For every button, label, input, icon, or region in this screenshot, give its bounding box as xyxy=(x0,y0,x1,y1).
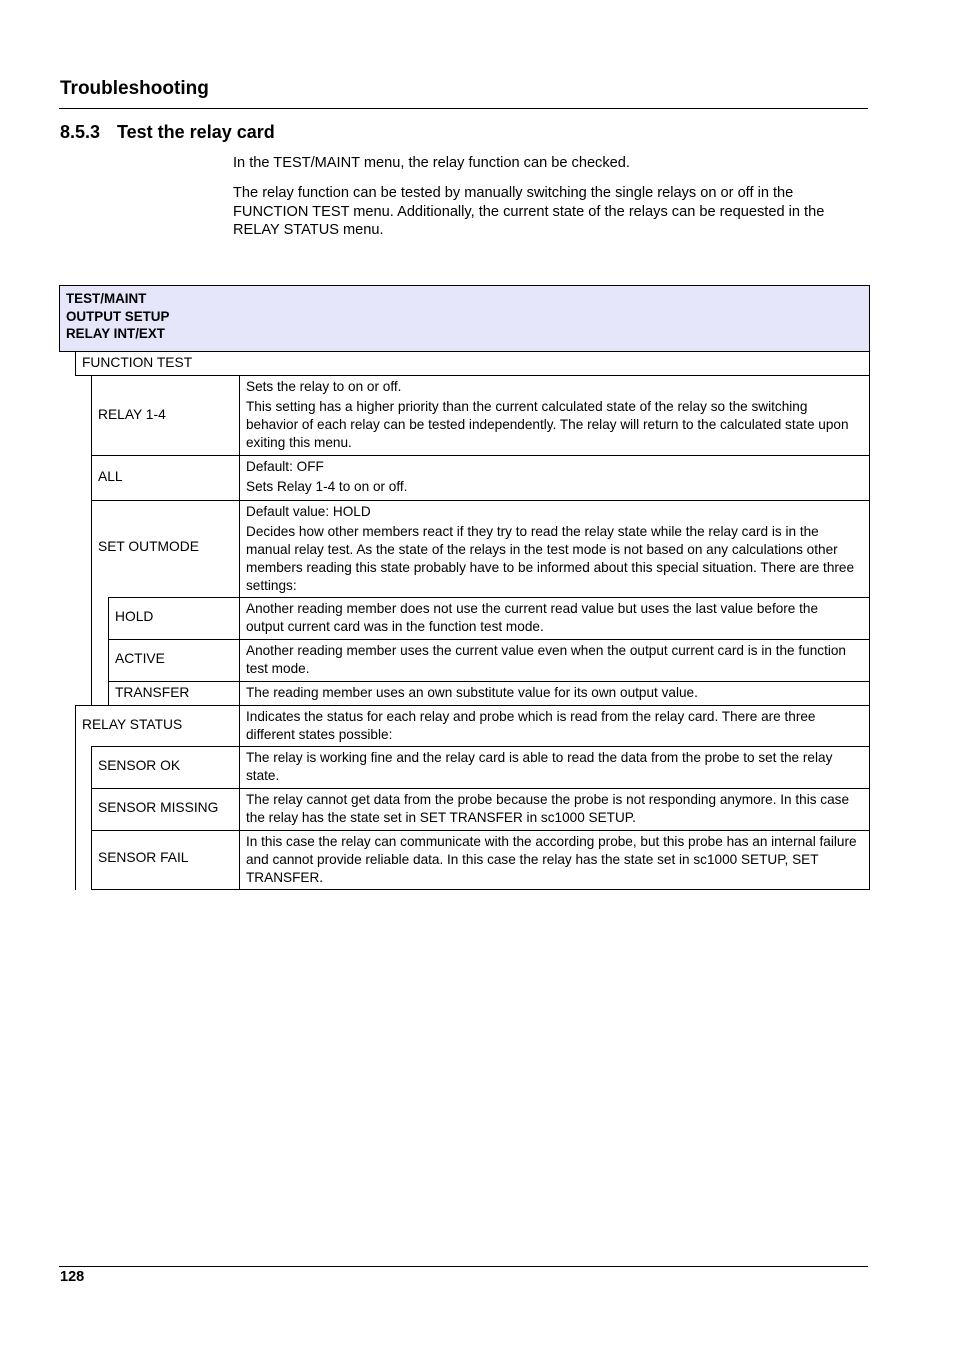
set-outmode-desc-line-1: Default value: HOLD xyxy=(246,504,371,519)
active-label-cell xyxy=(108,639,240,682)
sensor-missing-desc: The relay cannot get data from the probe because the probe is not responding anymore. In this case the relay has the state set in SET TRANSFER in sc1000 SETUP. xyxy=(246,792,850,825)
all-desc-line-2: Sets Relay 1-4 to on or off. xyxy=(246,479,408,494)
menu-path-level-2: OUTPUT SETUP xyxy=(66,308,170,324)
transfer-label-cell xyxy=(108,681,240,706)
set-outmode-desc-cell xyxy=(239,500,870,598)
active-desc: Another reading member uses the current value even when the output current card is in the function test mode. xyxy=(246,643,846,676)
menu-path-header xyxy=(59,285,870,352)
sensor-ok-desc: The relay is working fine and the relay card is able to read the data from the probe to set the relay state. xyxy=(246,750,833,783)
set-outmode-desc xyxy=(246,503,858,595)
hold-label: HOLD xyxy=(115,609,154,624)
all-desc-cell xyxy=(239,455,870,501)
section-number: 8.5.3 xyxy=(60,122,101,142)
sensor-missing-desc-cell xyxy=(239,788,870,831)
set-outmode-desc-line-2: Decides how other members react if they try to read the relay state while the relay card is in the manual relay test. As the state of the relays in the test mode is not based on any calculations other members reading this state probably have to be informed about this special situation. There are three settings: xyxy=(246,524,855,593)
menu-path-level-1: TEST/MAINT xyxy=(66,291,147,306)
all-label-cell xyxy=(91,455,240,501)
status-indent-bar xyxy=(75,746,92,890)
relay-1-4-label: RELAY 1-4 xyxy=(98,407,166,422)
intro-paragraph-1: In the TEST/MAINT menu, the relay function can be checked. xyxy=(233,155,630,171)
hold-desc-cell xyxy=(239,597,870,640)
header-rule xyxy=(59,108,868,109)
transfer-desc-cell xyxy=(239,681,870,706)
transfer-desc: The reading member uses an own substitute value for its own output value. xyxy=(246,685,698,700)
sensor-fail-label-cell xyxy=(91,830,240,890)
hold-desc: Another reading member does not use the current read value but uses the last value before the output current card was in the function test mode. xyxy=(246,601,819,634)
outmode-indent-bar xyxy=(91,597,109,705)
intro-paragraph-2: The relay function can be tested by manually switching the single relays on or off in the FUNCTION TEST menu. Additionally, the current state of the relays can be requested in the RELAY STATUS menu. xyxy=(233,185,825,238)
all-label: ALL xyxy=(98,469,123,484)
section-title: Test the relay card xyxy=(117,122,275,142)
relay-1-4-label-cell xyxy=(91,375,240,456)
transfer-label: TRANSFER xyxy=(115,685,190,700)
relay-status-label: RELAY STATUS xyxy=(82,717,183,732)
hold-label-cell xyxy=(108,597,240,640)
sensor-ok-label-cell xyxy=(91,746,240,789)
active-label: ACTIVE xyxy=(115,651,165,666)
set-outmode-label-cell xyxy=(91,500,240,598)
relay-1-4-desc-cell xyxy=(239,375,870,456)
section-heading xyxy=(60,122,275,143)
menu-path xyxy=(66,290,169,343)
all-desc-line-1: Default: OFF xyxy=(246,459,324,474)
all-desc xyxy=(246,458,858,496)
chapter-title: Troubleshooting xyxy=(60,78,209,99)
relay-1-4-desc-line-1: Sets the relay to on or off. xyxy=(246,379,402,394)
set-outmode-label: SET OUTMODE xyxy=(98,539,199,554)
sensor-missing-label: SENSOR MISSING xyxy=(98,800,219,815)
function-test-row xyxy=(75,351,870,376)
sensor-fail-desc-cell xyxy=(239,830,870,890)
sensor-missing-label-cell xyxy=(91,788,240,831)
sensor-fail-label: SENSOR FAIL xyxy=(98,850,189,865)
footer-rule xyxy=(59,1266,868,1267)
sensor-ok-label: SENSOR OK xyxy=(98,758,181,773)
relay-status-desc-cell xyxy=(239,705,870,747)
sensor-fail-desc: In this case the relay can communicate with the according probe, but this probe has an internal failure and cannot provide reliable data. In this case the relay has the state set in sc1000 SETUP, SET TRANSFER. xyxy=(246,834,857,885)
active-desc-cell xyxy=(239,639,870,682)
menu-path-level-3: RELAY INT/EXT xyxy=(66,326,165,342)
relay-1-4-desc xyxy=(246,378,858,452)
sensor-ok-desc-cell xyxy=(239,746,870,789)
relay-status-desc: Indicates the status for each relay and probe which is read from the relay card. There are three different states possible: xyxy=(246,709,816,742)
relay-1-4-desc-line-2: This setting has a higher priority than the current calculated state of the relay so the switching behavior of each relay can be tested independently. The relay will return to the calculated state upon exiting this menu. xyxy=(246,399,849,450)
function-test-label: FUNCTION TEST xyxy=(82,355,193,370)
page-number: 128 xyxy=(60,1269,85,1285)
relay-status-label-cell xyxy=(75,705,240,747)
